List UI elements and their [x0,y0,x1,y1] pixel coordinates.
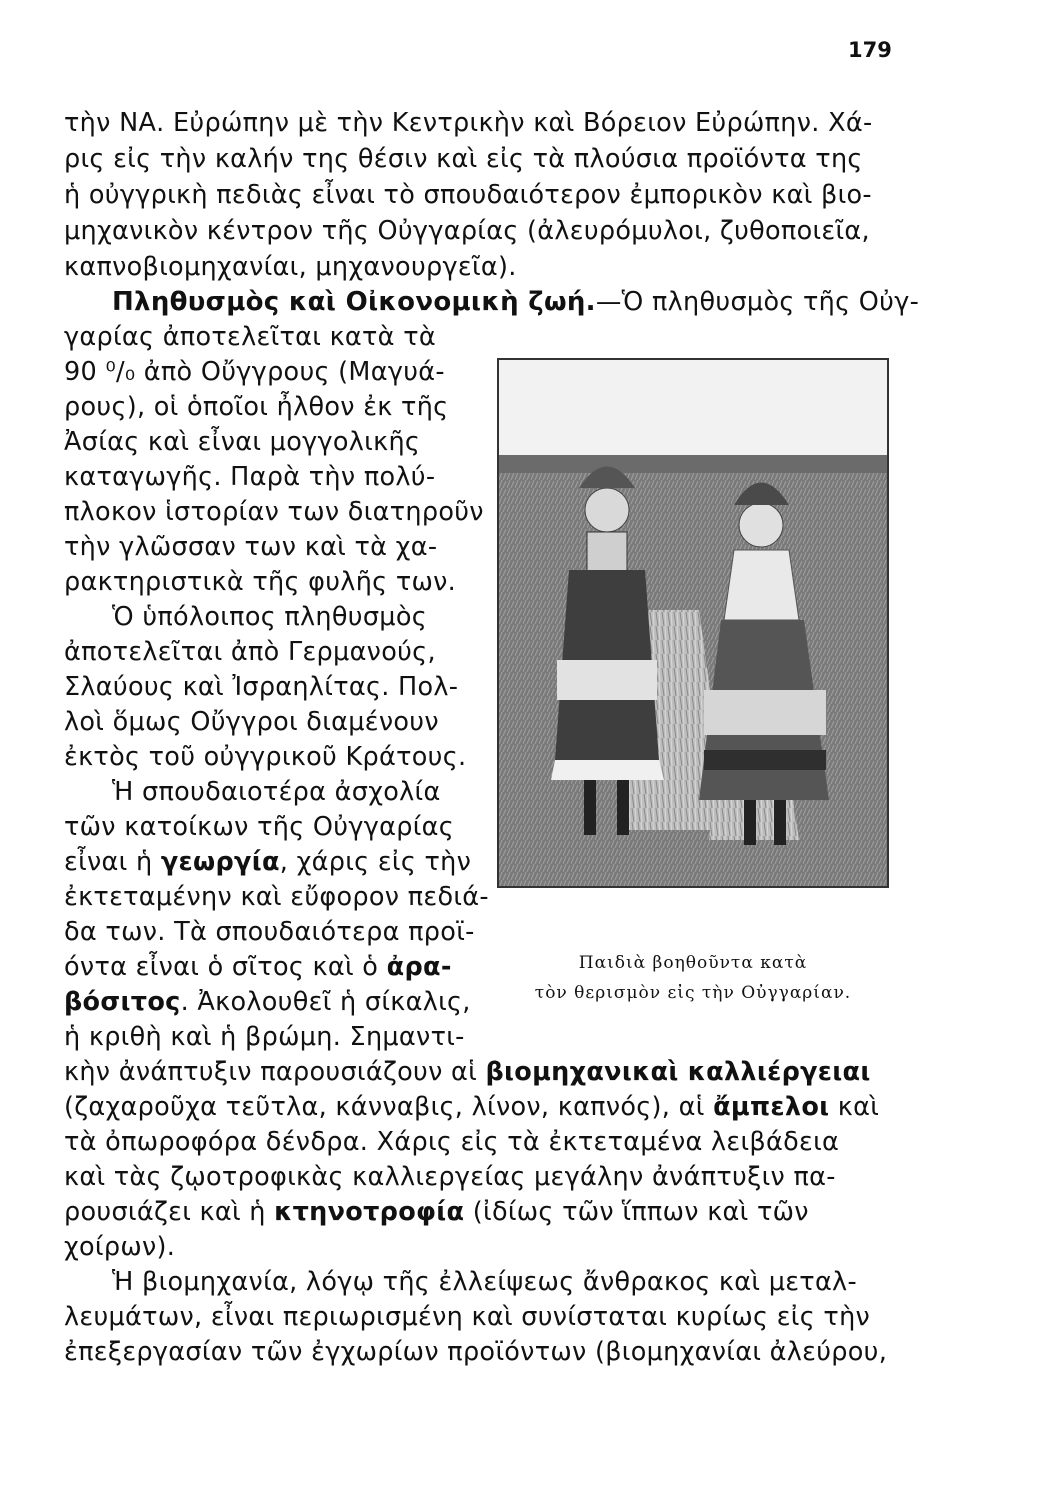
text-line: τὰ ὀπωροφόρα δένδρα. Χάρις εἰς τὰ ἐκτεταμένα λειβάδεια [64,1127,840,1157]
photo-caption-line2: τὸν θερισμὸν εἰς τὴν Οὐγγαρίαν. [534,983,852,1003]
section-heading: Πληθυσμὸς καὶ Οἰκονομικὴ ζωή. [112,287,596,317]
text-line [64,1054,896,1090]
text-line: πλοκον ἱστορίαν των διατηροῦν [64,497,484,527]
text-line [64,1194,896,1230]
photo-caption-line1: Παιδιὰ βοηθοῦντα κατὰ [578,953,808,973]
text-span: όντα εἶναι ὁ σῖτος καὶ ὁ [64,952,387,982]
text-line: ἐπεξεργασίαν τῶν ἐγχωρίων προϊόντων (βιομηχανίαι ἀλεύρου, [64,1337,888,1367]
harvest-photo [497,358,889,888]
text-span: ρουσιάζει καὶ ἡ [64,1197,275,1227]
text-line [64,949,476,985]
text-line: τὴν ΝΑ. Εὐρώπην μὲ τὴν Κεντρικὴν καὶ Βόρειον Εὐρώπην. Χά- [64,108,873,138]
text-span: εἶναι ἡ [64,847,161,877]
text-line: Ἡ βιομηχανία, λόγῳ τῆς ἐλλείψεως ἄνθρακος καὶ μεταλ- [112,1267,857,1297]
text-line: 90 ⁰/₀ ἀπὸ Οὔγγρους (Μαγυά- [64,357,445,387]
text-line: γαρίας ἀποτελεῖται κατὰ τὰ [64,322,436,352]
keyword-vines: ἄμπελοι [713,1092,830,1122]
text-line: λοὶ ὅμως Οὔγγροι διαμένουν [64,707,439,737]
text-line: δα των. Τὰ σπουδαιότερα προϊ- [64,917,475,947]
text-line: καπνοβιομηχανίαι, μηχανουργεῖα). [64,252,517,282]
text-line: Ἀσίας καὶ εἶναι μογγολικῆς [64,427,421,457]
text-line: χοίρων). [64,1232,176,1262]
text-line [64,984,476,1020]
text-line: ρις εἰς τὴν καλήν της θέσιν καὶ εἰς τὰ πλούσια προϊόντα της [64,144,863,174]
text-line: ἡ κριθὴ καὶ ἡ βρώμη. Σημαντι- [64,1022,465,1052]
keyword-maize-end: βόσιτος [64,987,181,1017]
text-line: ἐκτὸς τοῦ οὐγγρικοῦ Κράτους. [64,742,467,772]
text-line [64,844,476,880]
keyword-industrial-crops: βιομηχανικαὶ καλλιέργειαι [485,1057,871,1087]
text-span: , χάρις εἰς τὴν [279,847,472,877]
section-line [64,284,920,320]
text-line: καταγωγῆς. Παρὰ τὴν πολύ- [64,462,436,492]
text-line [64,1089,896,1125]
text-line: ἐκτεταμένην καὶ εὔφορον πεδιά- [64,882,489,912]
text-line: τῶν κατοίκων τῆς Οὐγγαρίας [64,812,455,842]
keyword-agriculture: γεωργία [160,847,280,877]
text-line: Ἡ σπουδαιοτέρα ἀσχολία [112,777,441,807]
text-line: ρακτηριστικὰ τῆς φυλῆς των. [64,567,457,597]
text-line: ἡ οὐγγρικὴ πεδιὰς εἶναι τὸ σπουδαιότερον ἐμπορικὸν καὶ βιο- [64,180,872,210]
keyword-maize: ἀρα- [386,952,452,982]
text-line: ρους), οἱ ὁποῖοι ἦλθον ἐκ τῆς [64,392,449,422]
text-line: καὶ τὰς ζῳοτροφικὰς καλλιεργείας μεγάλην ἀνάπτυξιν πα- [64,1162,836,1192]
text-span: καὶ [829,1092,880,1122]
keyword-livestock: κτηνοτροφία [274,1197,465,1227]
text-line: Σλαύους καὶ Ἰσραηλίτας. Πολ- [64,672,459,702]
text-line: ἀποτελεῖται ἀπὸ Γερμανούς, [64,637,436,667]
text-span: κὴν ἀνάπτυξιν παρουσιάζουν αἱ [64,1057,486,1087]
text-line: Ὁ ὑπόλοιπος πληθυσμὸς [112,602,428,632]
text-line: τὴν γλῶσσαν των καὶ τὰ χα- [64,532,438,562]
photo-illustration [499,360,887,886]
page-number: 179 [848,38,892,62]
text-span: . Ἀκολουθεῖ ἡ σίκαλις, [180,987,471,1017]
text-line: λευμάτων, εἶναι περιωρισμένη καὶ συνίσταται κυρίως εἰς τὴν [64,1302,871,1332]
text-span: (ἰδίως τῶν ἵππων καὶ τῶν [464,1197,809,1227]
text-span: —Ὁ πληθυσμὸς τῆς Οὐγ- [595,287,920,317]
text-span: (ζαχαροῦχα τεῦτλα, κάνναβις, λίνον, καπνός), αἱ [64,1092,714,1122]
text-line: μηχανικὸν κέντρον τῆς Οὐγγαρίας (ἀλευρόμυλοι, ζυθοποιεῖα, [64,216,870,246]
